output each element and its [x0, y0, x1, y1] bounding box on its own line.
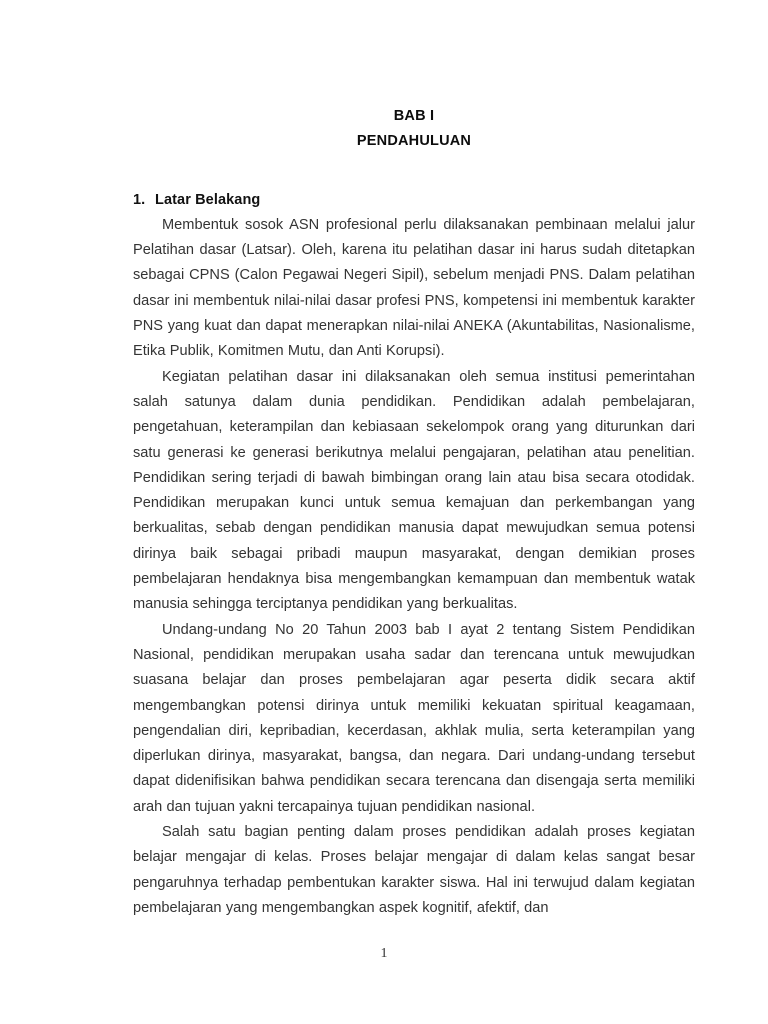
page-number: 1: [380, 946, 388, 961]
page-content: [133, 0, 695, 921]
body-paragraph: Kegiatan pelatihan dasar ini dilaksanakan oleh semua institusi pemerintahan salah satunya dalam dunia pendidikan. Pendidikan adalah pembelajaran, pengetahuan, keterampilan dan kebiasaan sekelompok orang yang diturunkan dari satu generasi ke generasi berikutnya melalui pengajaran, pelatihan atau penelitian. Pendidikan sering terjadi di bawah bimbingan orang lain atau bisa secara otodidak. Pendidikan merupakan kunci untuk semua kemajuan dan perkembangan yang berkualitas, sebab dengan pendidikan manusia dapat mewujudkan semua potensi dirinya baik sebagai pribadi maupun masyarakat, dengan demikian proses pembelajaran hendaknya bisa mengembangkan kemampuan dan membentuk watak manusia sehingga terciptanya pendidikan yang berkualitas.: [133, 368, 695, 613]
section-heading: [133, 188, 695, 213]
body-paragraph: Salah satu bagian penting dalam proses pendidikan adalah proses kegiatan belajar mengajar di kelas. Proses belajar mengajar di dalam kelas sangat besar pengaruhnya terhadap pembentukan karakter siswa. Hal ini terwujud dalam kegiatan pembelajaran yang mengembangkan aspek kognitif, afektif, dan: [133, 824, 695, 916]
chapter-title: PENDAHULUAN: [356, 133, 472, 150]
section-number: 1.: [133, 191, 146, 208]
chapter-label: BAB I: [393, 108, 435, 124]
body-paragraph: Undang-undang No 20 Tahun 2003 bab I ayat 2 tentang Sistem Pendidikan Nasional, pendidikan merupakan usaha sadar dan terencana untuk mewujudkan suasana belajar dan proses pembelajaran agar peserta didik secara aktif mengembangkan potensi dirinya untuk memiliki kekuatan spiritual keagamaan, pengendalian diri, kepribadian, kecerdasan, akhlak mulia, serta keterampilan yang diperlukan dirinya, masyarakat, bangsa, dan negara. Dari undang-undang tersebut dapat didenifisikan bahwa pendidikan secara terencana dan disengaja serta memiliki arah dan tujuan yakni tercapainya tujuan pendidikan nasional.: [133, 621, 695, 815]
section-title: Latar Belakang: [155, 191, 261, 208]
body-paragraph: Membentuk sosok ASN profesional perlu dilaksanakan pembinaan melalui jalur Pelatihan dasar (Latsar). Oleh, karena itu pelatihan dasar ini harus sudah ditetapkan sebagai CPNS (Calon Pegawai Negeri Sipil), sebelum menjadi PNS. Dalam pelatihan dasar ini membentuk nilai-nilai dasar profesi PNS, kompetensi ini membentuk karakter PNS yang kuat dan dapat menerapkan nilai-nilai ANEKA (Akuntabilitas, Nasionalisme, Etika Publik, Komitmen Mutu, dan Anti Korupsi).: [133, 216, 695, 360]
